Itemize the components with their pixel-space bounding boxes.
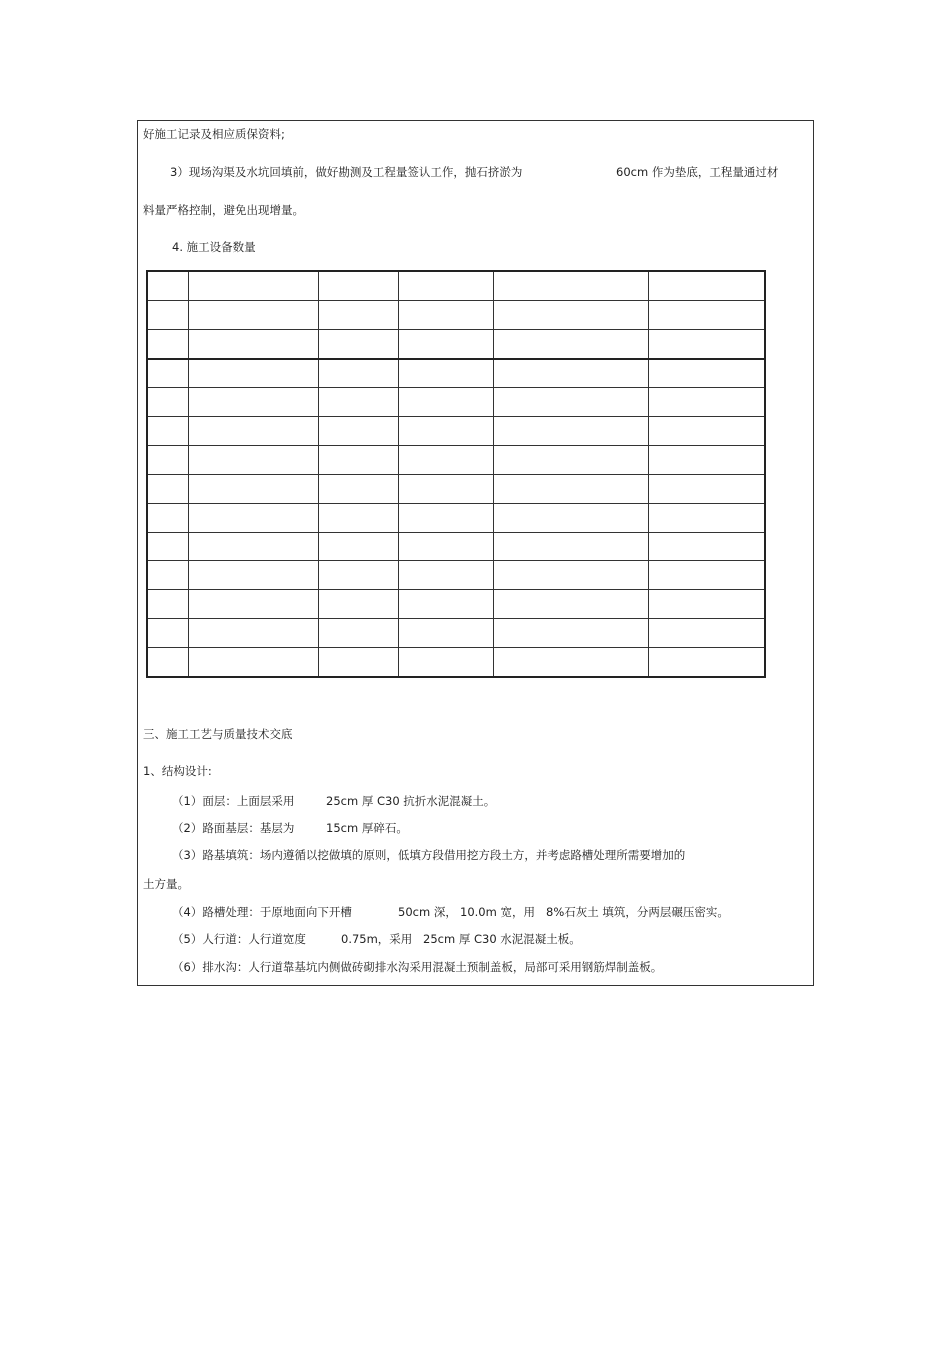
table-cell: [147, 388, 188, 417]
table-cell: [493, 561, 648, 590]
structure-item-4: [172, 905, 792, 919]
table-cell: [493, 271, 648, 300]
table-row: [147, 388, 765, 417]
table-cell: [318, 329, 398, 358]
item2-text-a: （2）路面基层：基层为: [172, 821, 295, 835]
intro-line: 好施工记录及相应质保资料;: [143, 127, 285, 141]
table-cell: [648, 590, 765, 619]
table-cell: [493, 359, 648, 388]
item3-text-b: 60cm 作为垫底，工程量通过材: [616, 165, 779, 179]
table-cell: [493, 532, 648, 561]
table-cell: [147, 300, 188, 329]
table-cell: [493, 590, 648, 619]
item3-line2: 料量严格控制，避免出现增量。: [143, 203, 304, 217]
table-cell: [188, 271, 318, 300]
table-cell: [648, 359, 765, 388]
table-cell: [648, 271, 765, 300]
table-row: [147, 474, 765, 503]
table-cell: [318, 619, 398, 648]
table-cell: [318, 359, 398, 388]
table-cell: [147, 446, 188, 475]
table-cell: [188, 417, 318, 446]
table-cell: [188, 359, 318, 388]
table-row: [147, 329, 765, 358]
table-row: [147, 619, 765, 648]
table-cell: [188, 300, 318, 329]
table-row: [147, 590, 765, 619]
table-cell: [318, 474, 398, 503]
table-cell: [318, 503, 398, 532]
table-cell: [318, 300, 398, 329]
table-row: [147, 561, 765, 590]
item4-text-b: 50cm 深，: [398, 905, 457, 919]
equipment-table-body: [147, 271, 765, 677]
table-row: [147, 417, 765, 446]
table-cell: [398, 359, 493, 388]
table-cell: [398, 417, 493, 446]
table-cell: [398, 300, 493, 329]
table-cell: [398, 532, 493, 561]
table-cell: [398, 503, 493, 532]
table-cell: [188, 446, 318, 475]
table-row: [147, 532, 765, 561]
table-cell: [188, 474, 318, 503]
section3-heading: 三、施工工艺与质量技术交底: [143, 727, 293, 741]
structure-item-5: [172, 932, 792, 946]
table-cell: [648, 417, 765, 446]
table-cell: [188, 648, 318, 677]
structure-heading: 1、结构设计:: [143, 764, 212, 778]
item5-text-a: （5）人行道：人行道宽度: [172, 932, 306, 946]
table-cell: [147, 619, 188, 648]
item4-text-a: （4）路槽处理：于原地面向下开槽: [172, 905, 352, 919]
item1-text-b: 25cm 厚 C30 抗折水泥混凝土。: [326, 794, 496, 808]
table-cell: [493, 300, 648, 329]
table-cell: [398, 561, 493, 590]
table-cell: [147, 648, 188, 677]
table-cell: [147, 329, 188, 358]
table-cell: [318, 648, 398, 677]
table-cell: [398, 619, 493, 648]
table-cell: [147, 503, 188, 532]
table-cell: [648, 329, 765, 358]
table-cell: [147, 590, 188, 619]
table-cell: [398, 271, 493, 300]
table-cell: [648, 300, 765, 329]
structure-item-2: [172, 821, 772, 835]
structure-item-1: [172, 794, 772, 808]
table-cell: [188, 329, 318, 358]
table-cell: [648, 619, 765, 648]
table-cell: [398, 648, 493, 677]
table-cell: [318, 446, 398, 475]
structure-item-3: （3）路基填筑：场内遵循以挖做填的原则，低填方段借用挖方段土方，并考虑路槽处理所需要增加的: [172, 848, 686, 862]
table-cell: [493, 648, 648, 677]
table-cell: [318, 388, 398, 417]
table-cell: [493, 329, 648, 358]
item4-text-c: 10.0m 宽，用: [460, 905, 535, 919]
table-cell: [188, 590, 318, 619]
table-row: [147, 503, 765, 532]
table-cell: [398, 590, 493, 619]
table-cell: [188, 561, 318, 590]
table-cell: [493, 619, 648, 648]
item3-text-a: 3）现场沟渠及水坑回填前，做好勘测及工程量签认工作，抛石挤淤为: [170, 165, 523, 179]
item1-text-a: （1）面层：上面层采用: [172, 794, 295, 808]
table-row: [147, 648, 765, 677]
item2-text-b: 15cm 厚碎石。: [326, 821, 408, 835]
table-row: [147, 446, 765, 475]
table-row: [147, 300, 765, 329]
table-cell: [648, 388, 765, 417]
table-cell: [318, 590, 398, 619]
table-cell: [648, 474, 765, 503]
item4-text-d: 8%石灰土 填筑，分两层碾压密实。: [546, 905, 729, 919]
table-cell: [398, 388, 493, 417]
table-cell: [318, 561, 398, 590]
table-cell: [493, 388, 648, 417]
table-cell: [147, 359, 188, 388]
table-cell: [648, 561, 765, 590]
table-cell: [398, 446, 493, 475]
table-cell: [318, 271, 398, 300]
table-cell: [188, 503, 318, 532]
table-cell: [398, 329, 493, 358]
table-cell: [147, 532, 188, 561]
table-cell: [493, 417, 648, 446]
table-cell: [147, 417, 188, 446]
table-cell: [147, 561, 188, 590]
table-cell: [318, 532, 398, 561]
structure-item-6: （6）排水沟：人行道靠基坑内侧做砖砌排水沟采用混凝土预制盖板，局部可采用钢筋焊制盖板。: [172, 960, 663, 974]
table-cell: [188, 619, 318, 648]
table-cell: [648, 503, 765, 532]
equipment-table: [146, 270, 766, 678]
table-cell: [318, 417, 398, 446]
table-row: [147, 271, 765, 300]
table-cell: [398, 474, 493, 503]
table-cell: [147, 271, 188, 300]
table-cell: [147, 474, 188, 503]
item5-text-c: 25cm 厚 C30 水泥混凝土板。: [423, 932, 581, 946]
item3-line1: [170, 165, 810, 179]
table-row: [147, 359, 765, 388]
table-cell: [188, 388, 318, 417]
table-cell: [648, 532, 765, 561]
table-cell: [493, 474, 648, 503]
table-cell: [648, 648, 765, 677]
table-cell: [648, 446, 765, 475]
table-cell: [493, 503, 648, 532]
item5-text-b: 0.75m，采用: [341, 932, 413, 946]
table-cell: [188, 532, 318, 561]
item4-heading: 4. 施工设备数量: [172, 240, 256, 254]
structure-item-3-cont: 土方量。: [143, 877, 189, 891]
table-cell: [493, 446, 648, 475]
